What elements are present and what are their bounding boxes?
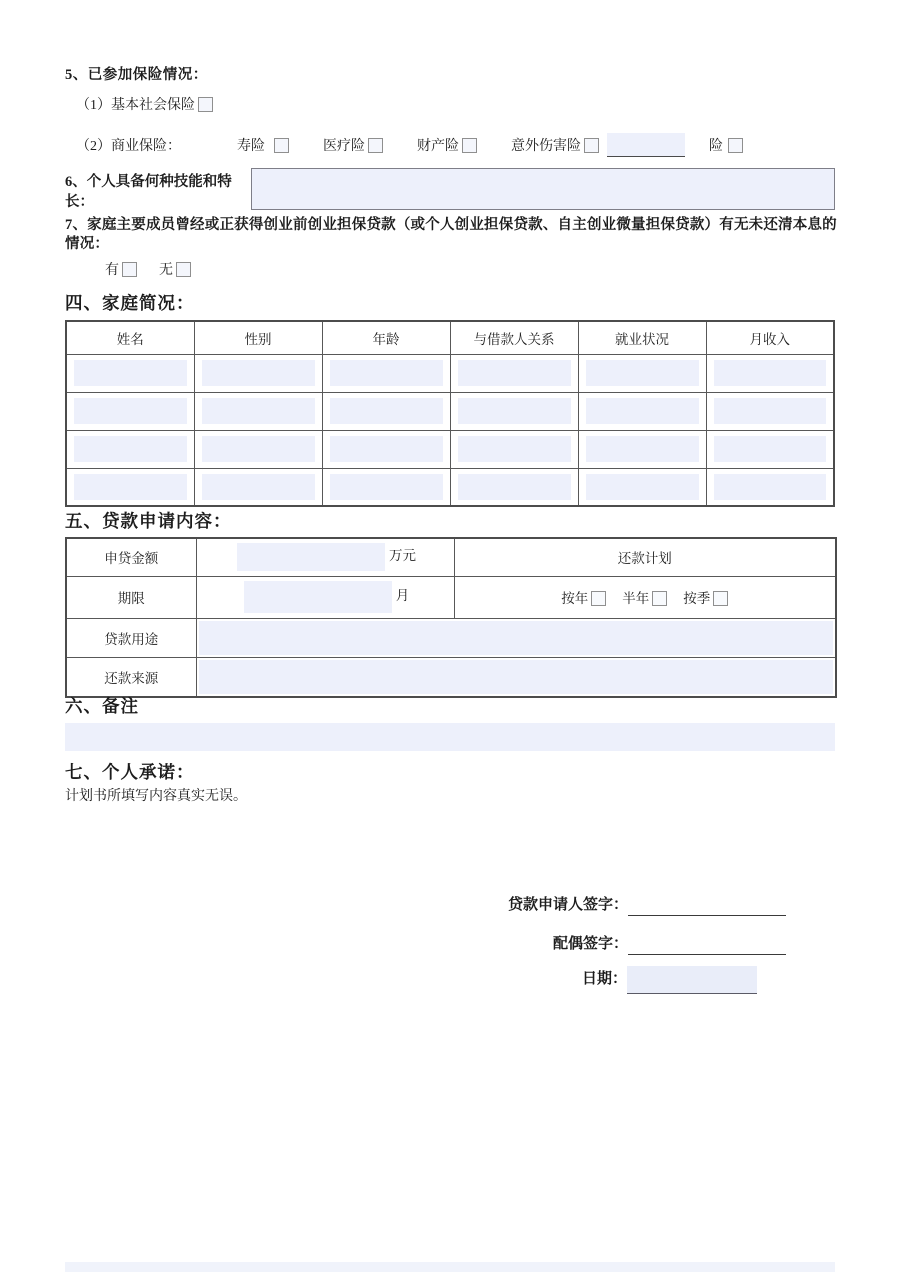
- amount-input[interactable]: [237, 543, 385, 571]
- source-input[interactable]: [199, 660, 834, 694]
- insurance-option-checkbox[interactable]: [274, 138, 289, 153]
- term-input[interactable]: [244, 581, 392, 613]
- family-cell-input[interactable]: [714, 474, 827, 500]
- term-cell: [196, 576, 454, 618]
- amount-unit: 万元: [389, 548, 416, 564]
- family-table-cell: [66, 430, 194, 468]
- insurance-option: [417, 139, 477, 154]
- insurance-option: [511, 139, 599, 154]
- source-cell: [196, 657, 836, 697]
- plan-option: [561, 587, 606, 607]
- family-table-cell: [66, 468, 194, 506]
- family-cell-input[interactable]: [202, 436, 315, 462]
- plan-option-label: 半年: [622, 591, 650, 606]
- family-table: [65, 320, 835, 507]
- family-table-cell: [578, 468, 706, 506]
- family-table-cell: [450, 468, 578, 506]
- family-cell-input[interactable]: [586, 360, 699, 386]
- family-table-cell: [322, 392, 450, 430]
- family-cell-input[interactable]: [74, 398, 187, 424]
- insurance-option: [323, 139, 383, 154]
- family-table-cell: [706, 392, 834, 430]
- family-cell-input[interactable]: [458, 360, 571, 386]
- yes-no-row: [105, 259, 191, 279]
- other-insurance-checkbox[interactable]: [728, 138, 743, 153]
- family-cell-input[interactable]: [202, 474, 315, 500]
- skills-section: [65, 168, 835, 212]
- plan-option-checkbox[interactable]: [713, 591, 728, 606]
- applicant-signature-label: 贷款申请人签字：: [507, 897, 628, 913]
- plan-label-cell: 还款计划: [454, 538, 836, 576]
- commercial-options: [237, 135, 599, 155]
- notes-input[interactable]: [65, 723, 835, 751]
- family-cell-input[interactable]: [586, 474, 699, 500]
- family-cell-input[interactable]: [330, 360, 443, 386]
- insurance-option-checkbox[interactable]: [584, 138, 599, 153]
- date-input[interactable]: [627, 966, 757, 994]
- family-cell-input[interactable]: [458, 474, 571, 500]
- plan-options-cell: [454, 576, 836, 618]
- family-table-cell: [578, 354, 706, 392]
- applicant-signature-line[interactable]: [628, 895, 786, 916]
- section5-title: 5、已参加保险情况：: [65, 67, 208, 83]
- family-table-cell: [706, 354, 834, 392]
- skills-label: 6、个人具备何种技能和特长：: [65, 174, 232, 210]
- purpose-cell: [196, 618, 836, 657]
- family-table-cell: [578, 392, 706, 430]
- plan-option-label: 按年: [561, 591, 589, 606]
- date-row: [65, 966, 786, 994]
- basic-insurance-row: [76, 94, 213, 114]
- family-table-cell: [450, 354, 578, 392]
- family-table-cell: [706, 430, 834, 468]
- applicant-signature-row: [65, 893, 786, 916]
- family-column-header: 姓名: [66, 321, 194, 354]
- family-table-cell: [194, 392, 322, 430]
- insurance-option-label: 意外伤害险: [511, 139, 581, 154]
- insurance-option: [237, 139, 289, 154]
- insurance-option-checkbox[interactable]: [462, 138, 477, 153]
- family-column-header: 就业状况: [578, 321, 706, 354]
- family-cell-input[interactable]: [458, 436, 571, 462]
- family-table-cell: [194, 430, 322, 468]
- commercial-insurance-label: （2）商业保险：: [76, 139, 181, 154]
- spouse-signature-label: 配偶签字：: [552, 936, 628, 952]
- family-table-cell: [322, 468, 450, 506]
- insurance-option-label: 寿险: [237, 139, 265, 154]
- insurance-option-checkbox[interactable]: [368, 138, 383, 153]
- plan-option-checkbox[interactable]: [591, 591, 606, 606]
- family-table-cell: [450, 430, 578, 468]
- yes-checkbox[interactable]: [122, 262, 137, 277]
- commercial-insurance-row: [76, 133, 743, 157]
- family-cell-input[interactable]: [74, 436, 187, 462]
- term-unit: 月: [395, 588, 410, 604]
- no-checkbox[interactable]: [176, 262, 191, 277]
- family-cell-input[interactable]: [586, 436, 699, 462]
- plan-option-label: 按季: [683, 591, 711, 606]
- family-cell-input[interactable]: [202, 360, 315, 386]
- plan-option-checkbox[interactable]: [652, 591, 667, 606]
- family-table-row: [66, 468, 834, 506]
- amount-cell: [196, 538, 454, 576]
- term-label-cell: 期限: [66, 576, 196, 618]
- family-cell-input[interactable]: [74, 474, 187, 500]
- yes-label: 有: [105, 263, 119, 278]
- family-cell-input[interactable]: [714, 360, 827, 386]
- promise-text: 计划书所填写内容真实无误。: [65, 789, 247, 804]
- loan-title: 五、贷款申请内容：: [65, 511, 232, 531]
- purpose-input[interactable]: [199, 621, 834, 655]
- family-cell-input[interactable]: [458, 398, 571, 424]
- plan-option: [622, 587, 667, 607]
- basic-insurance-label: （1）基本社会保险: [76, 98, 195, 113]
- insurance-option-label: 财产险: [417, 139, 459, 154]
- family-cell-input[interactable]: [330, 398, 443, 424]
- family-cell-input[interactable]: [330, 436, 443, 462]
- family-column-header: 性别: [194, 321, 322, 354]
- family-table-cell: [578, 430, 706, 468]
- guarantee-question: 7、家庭主要成员曾经或正获得创业前创业担保贷款（或个人创业担保贷款、自主创业微量担保贷款）有无未还清本息的情况：: [65, 217, 837, 252]
- family-table-cell: [194, 468, 322, 506]
- source-label-cell: 还款来源: [66, 657, 196, 697]
- purpose-label-cell: 贷款用途: [66, 618, 196, 657]
- family-table-cell: [66, 354, 194, 392]
- family-table-cell: [322, 354, 450, 392]
- basic-insurance-checkbox[interactable]: [198, 97, 213, 112]
- family-cell-input[interactable]: [714, 436, 827, 462]
- bottom-field-strip[interactable]: [65, 1262, 835, 1272]
- family-cell-input[interactable]: [202, 398, 315, 424]
- other-insurance-suffix: 险: [709, 139, 723, 154]
- family-table-cell: [322, 430, 450, 468]
- family-table-cell: [450, 392, 578, 430]
- family-cell-input[interactable]: [714, 398, 827, 424]
- family-column-header: 月收入: [706, 321, 834, 354]
- family-table-cell: [66, 392, 194, 430]
- other-insurance-input[interactable]: [607, 133, 685, 157]
- plan-option: [683, 587, 728, 607]
- family-table-row: [66, 430, 834, 468]
- date-label: 日期：: [581, 971, 627, 987]
- insurance-option-label: 医疗险: [323, 139, 365, 154]
- amount-label-cell: 申贷金额: [66, 538, 196, 576]
- family-table-cell: [706, 468, 834, 506]
- skills-input[interactable]: [251, 168, 835, 210]
- loan-table: [65, 537, 837, 698]
- family-cell-input[interactable]: [330, 474, 443, 500]
- promise-title: 七、个人承诺：: [65, 762, 195, 782]
- family-table-row: [66, 392, 834, 430]
- family-cell-input[interactable]: [74, 360, 187, 386]
- spouse-signature-row: [65, 932, 786, 955]
- family-column-header: 与借款人关系: [450, 321, 578, 354]
- notes-title: 六、备注: [65, 696, 139, 716]
- family-title: 四、家庭简况：: [65, 293, 195, 313]
- family-table-row: [66, 354, 834, 392]
- plan-options: [455, 587, 836, 607]
- no-label: 无: [159, 263, 173, 278]
- family-table-cell: [194, 354, 322, 392]
- family-cell-input[interactable]: [586, 398, 699, 424]
- spouse-signature-line[interactable]: [628, 934, 786, 955]
- family-column-header: 年龄: [322, 321, 450, 354]
